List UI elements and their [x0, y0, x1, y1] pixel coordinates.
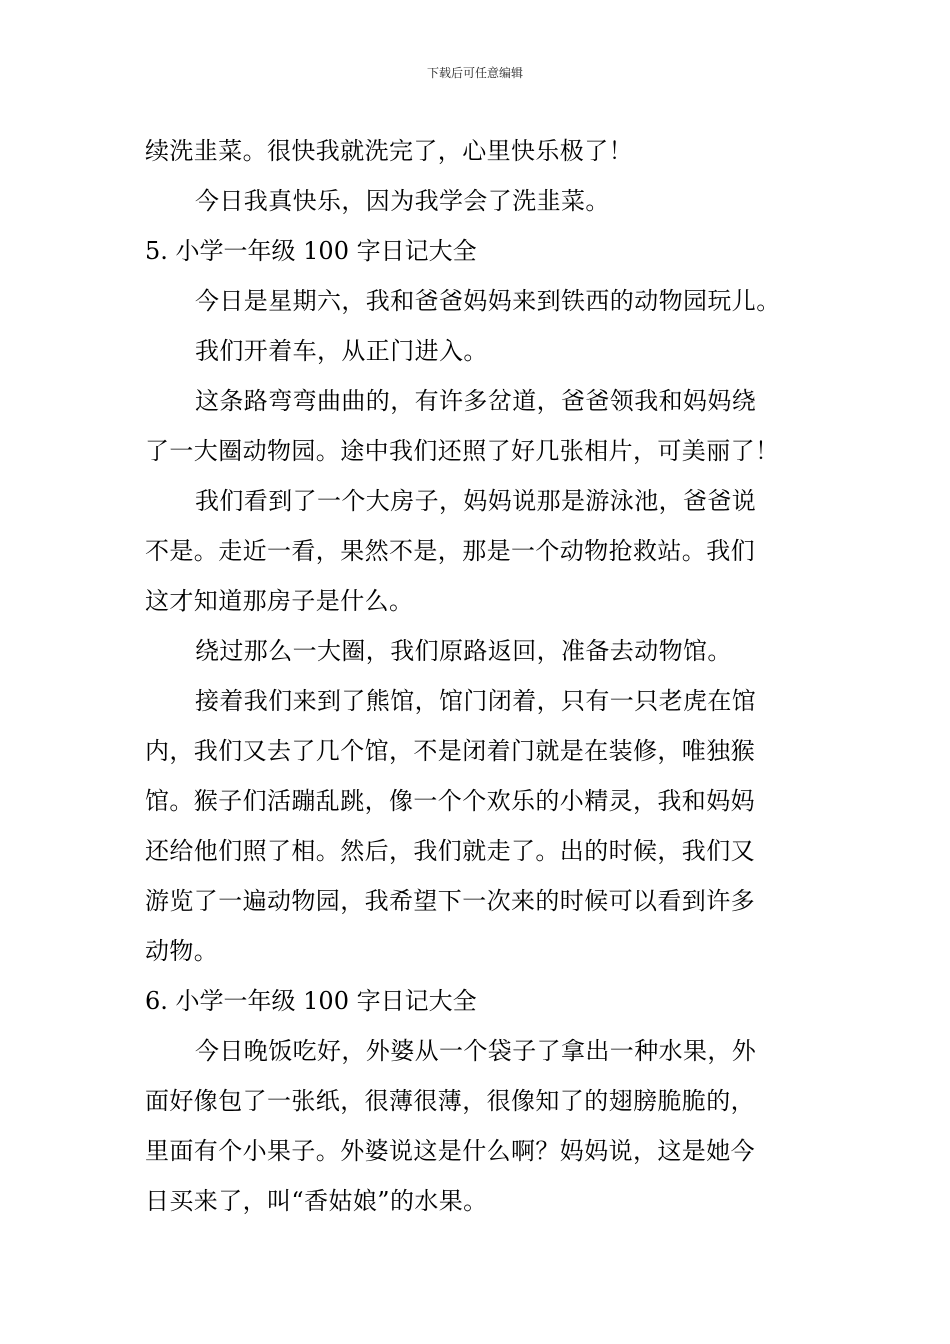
text-line: 游览了一遍动物园，我希望下一次来的时候可以看到许多 [145, 887, 755, 915]
section-heading-5: 5. 小学一年级 100 字日记大全 [145, 237, 477, 265]
page-header-note: 下载后可任意编辑 [426, 66, 523, 80]
paragraph-line: 今日我真快乐，因为我学会了洗韭菜。 [195, 187, 610, 215]
paragraph-line: 我们开着车，从正门进入。 [195, 337, 488, 365]
section-heading-6: 6. 小学一年级 100 字日记大全 [145, 987, 477, 1015]
paragraph-line: 今日晚饭吃好，外婆从一个袋子了拿出一种水果，外 [195, 1037, 757, 1065]
paragraph-line: 接着我们来到了熊馆，馆门闭着，只有一只老虎在馆 [195, 687, 757, 715]
document-body [145, 126, 807, 1226]
text-line: 里面有个小果子。外婆说这是什么啊？妈妈说，这是她今 [145, 1137, 755, 1165]
text-line: 馆。猴子们活蹦乱跳，像一个个欢乐的小精灵，我和妈妈 [145, 787, 755, 815]
text-line: 动物。 [145, 937, 219, 965]
paragraph-line: 我们看到了一个大房子，妈妈说那是游泳池，爸爸说 [195, 487, 757, 515]
text-line: 不是。走近一看，果然不是，那是一个动物抢救站。我们 [145, 537, 755, 565]
text-line: 还给他们照了相。然后，我们就走了。出的时候，我们又 [145, 837, 755, 865]
text-line: 这才知道那房子是什么。 [145, 587, 414, 615]
text-line: 内，我们又去了几个馆，不是闭着门就是在装修，唯独猴 [145, 737, 755, 765]
paragraph-line: 今日是星期六，我和爸爸妈妈来到铁西的动物园玩儿。 [195, 287, 781, 315]
text-line: 面好像包了一张纸，很薄很薄，很像知了的翅膀脆脆的， [145, 1087, 755, 1115]
paragraph-line: 这条路弯弯曲曲的，有许多岔道，爸爸领我和妈妈绕 [195, 387, 757, 415]
text-line: 续洗韭菜。很快我就洗完了，心里快乐极了！ [145, 137, 633, 165]
text-line: 了一大圈动物园。途中我们还照了好几张相片，可美丽了！ [145, 437, 780, 465]
text-line: 日买来了，叫“香姑娘”的水果。 [145, 1187, 488, 1215]
paragraph-line: 绕过那么一大圈，我们原路返回，准备去动物馆。 [195, 637, 732, 665]
